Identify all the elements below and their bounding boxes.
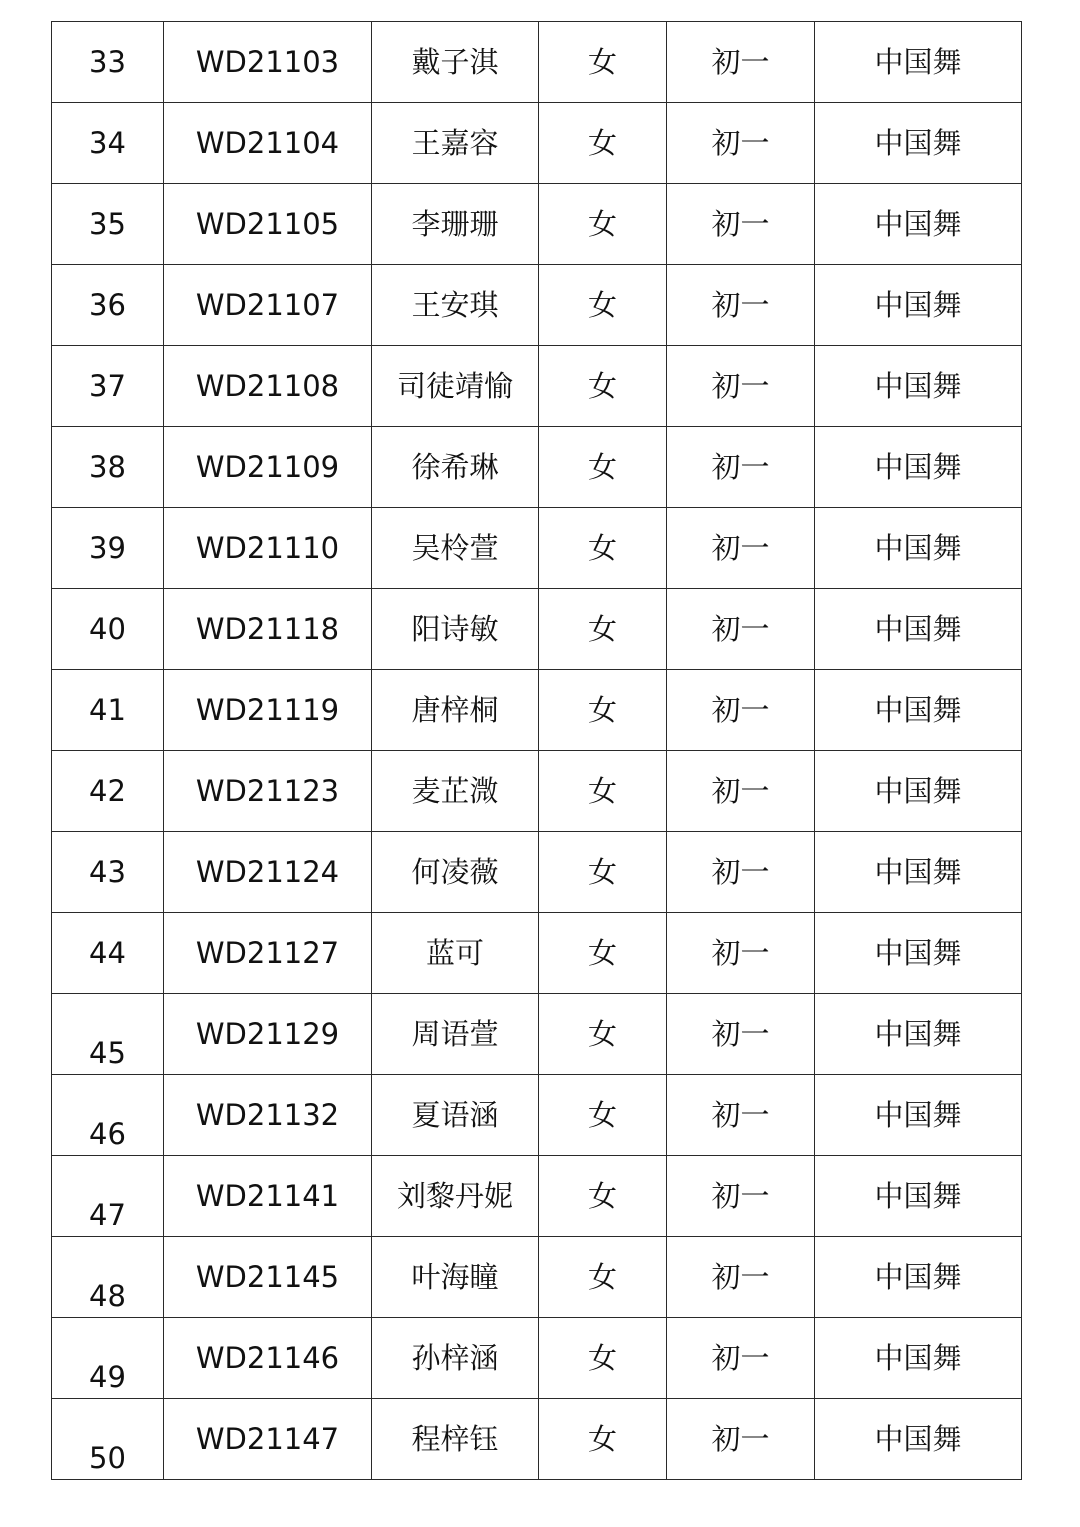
row-number-cell: 45 bbox=[52, 994, 164, 1075]
table-row bbox=[52, 22, 1022, 103]
student-id-cell: WD21109 bbox=[164, 427, 372, 508]
gender-cell: 女 bbox=[539, 427, 667, 508]
table-row bbox=[52, 670, 1022, 751]
table-row bbox=[52, 589, 1022, 670]
row-number-cell: 48 bbox=[52, 1237, 164, 1318]
row-number-cell: 44 bbox=[52, 913, 164, 994]
student-id-cell: WD21124 bbox=[164, 832, 372, 913]
grade-cell: 初一 bbox=[667, 1156, 815, 1237]
student-id-cell: WD21141 bbox=[164, 1156, 372, 1237]
student-id-cell: WD21132 bbox=[164, 1075, 372, 1156]
gender-cell: 女 bbox=[539, 832, 667, 913]
table-row bbox=[52, 184, 1022, 265]
row-number-cell: 33 bbox=[52, 22, 164, 103]
table-row bbox=[52, 994, 1022, 1075]
grade-cell: 初一 bbox=[667, 994, 815, 1075]
row-number-cell: 36 bbox=[52, 265, 164, 346]
student-id-cell: WD21107 bbox=[164, 265, 372, 346]
student-name-cell: 叶海瞳 bbox=[372, 1237, 539, 1318]
student-name-cell: 孙梓涵 bbox=[372, 1318, 539, 1399]
row-number-cell: 50 bbox=[52, 1399, 164, 1480]
table-row bbox=[52, 832, 1022, 913]
dance-category-cell: 中国舞 bbox=[815, 832, 1022, 913]
roster-body bbox=[52, 22, 1022, 1480]
dance-category-cell: 中国舞 bbox=[815, 427, 1022, 508]
gender-cell: 女 bbox=[539, 1399, 667, 1480]
gender-cell: 女 bbox=[539, 346, 667, 427]
dance-category-cell: 中国舞 bbox=[815, 22, 1022, 103]
table-row bbox=[52, 427, 1022, 508]
grade-cell: 初一 bbox=[667, 508, 815, 589]
table-row bbox=[52, 1237, 1022, 1318]
student-name-cell: 蓝可 bbox=[372, 913, 539, 994]
student-name-cell: 吴柃萱 bbox=[372, 508, 539, 589]
student-id-cell: WD21110 bbox=[164, 508, 372, 589]
row-number-cell: 39 bbox=[52, 508, 164, 589]
gender-cell: 女 bbox=[539, 508, 667, 589]
gender-cell: 女 bbox=[539, 1318, 667, 1399]
table-row bbox=[52, 751, 1022, 832]
student-id-cell: WD21103 bbox=[164, 22, 372, 103]
dance-category-cell: 中国舞 bbox=[815, 1156, 1022, 1237]
grade-cell: 初一 bbox=[667, 22, 815, 103]
student-id-cell: WD21147 bbox=[164, 1399, 372, 1480]
row-number-cell: 38 bbox=[52, 427, 164, 508]
table-row bbox=[52, 103, 1022, 184]
gender-cell: 女 bbox=[539, 670, 667, 751]
gender-cell: 女 bbox=[539, 913, 667, 994]
student-name-cell: 唐梓桐 bbox=[372, 670, 539, 751]
dance-category-cell: 中国舞 bbox=[815, 913, 1022, 994]
roster-sheet bbox=[51, 21, 1021, 1480]
student-id-cell: WD21127 bbox=[164, 913, 372, 994]
grade-cell: 初一 bbox=[667, 427, 815, 508]
student-name-cell: 阳诗敏 bbox=[372, 589, 539, 670]
row-number-cell: 42 bbox=[52, 751, 164, 832]
gender-cell: 女 bbox=[539, 184, 667, 265]
gender-cell: 女 bbox=[539, 265, 667, 346]
grade-cell: 初一 bbox=[667, 1075, 815, 1156]
student-name-cell: 刘黎丹妮 bbox=[372, 1156, 539, 1237]
row-number-cell: 46 bbox=[52, 1075, 164, 1156]
student-name-cell: 徐希琳 bbox=[372, 427, 539, 508]
student-name-cell: 戴子淇 bbox=[372, 22, 539, 103]
row-number-cell: 41 bbox=[52, 670, 164, 751]
gender-cell: 女 bbox=[539, 751, 667, 832]
dance-category-cell: 中国舞 bbox=[815, 103, 1022, 184]
dance-category-cell: 中国舞 bbox=[815, 346, 1022, 427]
dance-category-cell: 中国舞 bbox=[815, 1237, 1022, 1318]
dance-category-cell: 中国舞 bbox=[815, 589, 1022, 670]
grade-cell: 初一 bbox=[667, 184, 815, 265]
gender-cell: 女 bbox=[539, 22, 667, 103]
student-name-cell: 周语萱 bbox=[372, 994, 539, 1075]
student-id-cell: WD21119 bbox=[164, 670, 372, 751]
dance-category-cell: 中国舞 bbox=[815, 1075, 1022, 1156]
table-row bbox=[52, 1156, 1022, 1237]
student-id-cell: WD21108 bbox=[164, 346, 372, 427]
grade-cell: 初一 bbox=[667, 265, 815, 346]
dance-category-cell: 中国舞 bbox=[815, 670, 1022, 751]
grade-cell: 初一 bbox=[667, 1237, 815, 1318]
row-number-cell: 37 bbox=[52, 346, 164, 427]
dance-category-cell: 中国舞 bbox=[815, 994, 1022, 1075]
student-id-cell: WD21123 bbox=[164, 751, 372, 832]
row-number-cell: 34 bbox=[52, 103, 164, 184]
dance-category-cell: 中国舞 bbox=[815, 751, 1022, 832]
gender-cell: 女 bbox=[539, 103, 667, 184]
student-id-cell: WD21129 bbox=[164, 994, 372, 1075]
dance-category-cell: 中国舞 bbox=[815, 265, 1022, 346]
grade-cell: 初一 bbox=[667, 1399, 815, 1480]
gender-cell: 女 bbox=[539, 994, 667, 1075]
grade-cell: 初一 bbox=[667, 589, 815, 670]
table-row bbox=[52, 1399, 1022, 1480]
gender-cell: 女 bbox=[539, 1156, 667, 1237]
table-row bbox=[52, 265, 1022, 346]
student-id-cell: WD21104 bbox=[164, 103, 372, 184]
student-name-cell: 麦芷溦 bbox=[372, 751, 539, 832]
dance-category-cell: 中国舞 bbox=[815, 508, 1022, 589]
row-number-cell: 47 bbox=[52, 1156, 164, 1237]
grade-cell: 初一 bbox=[667, 1318, 815, 1399]
table-row bbox=[52, 913, 1022, 994]
gender-cell: 女 bbox=[539, 1237, 667, 1318]
grade-cell: 初一 bbox=[667, 832, 815, 913]
dance-category-cell: 中国舞 bbox=[815, 184, 1022, 265]
gender-cell: 女 bbox=[539, 1075, 667, 1156]
table-row bbox=[52, 508, 1022, 589]
student-name-cell: 王安琪 bbox=[372, 265, 539, 346]
student-name-cell: 何凌薇 bbox=[372, 832, 539, 913]
dance-category-cell: 中国舞 bbox=[815, 1318, 1022, 1399]
row-number-cell: 49 bbox=[52, 1318, 164, 1399]
student-id-cell: WD21146 bbox=[164, 1318, 372, 1399]
student-id-cell: WD21118 bbox=[164, 589, 372, 670]
row-number-cell: 43 bbox=[52, 832, 164, 913]
grade-cell: 初一 bbox=[667, 670, 815, 751]
grade-cell: 初一 bbox=[667, 346, 815, 427]
grade-cell: 初一 bbox=[667, 103, 815, 184]
student-name-cell: 程梓钰 bbox=[372, 1399, 539, 1480]
table-row bbox=[52, 1075, 1022, 1156]
student-id-cell: WD21145 bbox=[164, 1237, 372, 1318]
table-row bbox=[52, 1318, 1022, 1399]
row-number-cell: 40 bbox=[52, 589, 164, 670]
student-name-cell: 李珊珊 bbox=[372, 184, 539, 265]
grade-cell: 初一 bbox=[667, 913, 815, 994]
gender-cell: 女 bbox=[539, 589, 667, 670]
student-name-cell: 夏语涵 bbox=[372, 1075, 539, 1156]
student-name-cell: 司徒靖愉 bbox=[372, 346, 539, 427]
dance-category-cell: 中国舞 bbox=[815, 1399, 1022, 1480]
student-id-cell: WD21105 bbox=[164, 184, 372, 265]
student-roster-table bbox=[51, 21, 1022, 1480]
student-name-cell: 王嘉容 bbox=[372, 103, 539, 184]
row-number-cell: 35 bbox=[52, 184, 164, 265]
grade-cell: 初一 bbox=[667, 751, 815, 832]
table-row bbox=[52, 346, 1022, 427]
